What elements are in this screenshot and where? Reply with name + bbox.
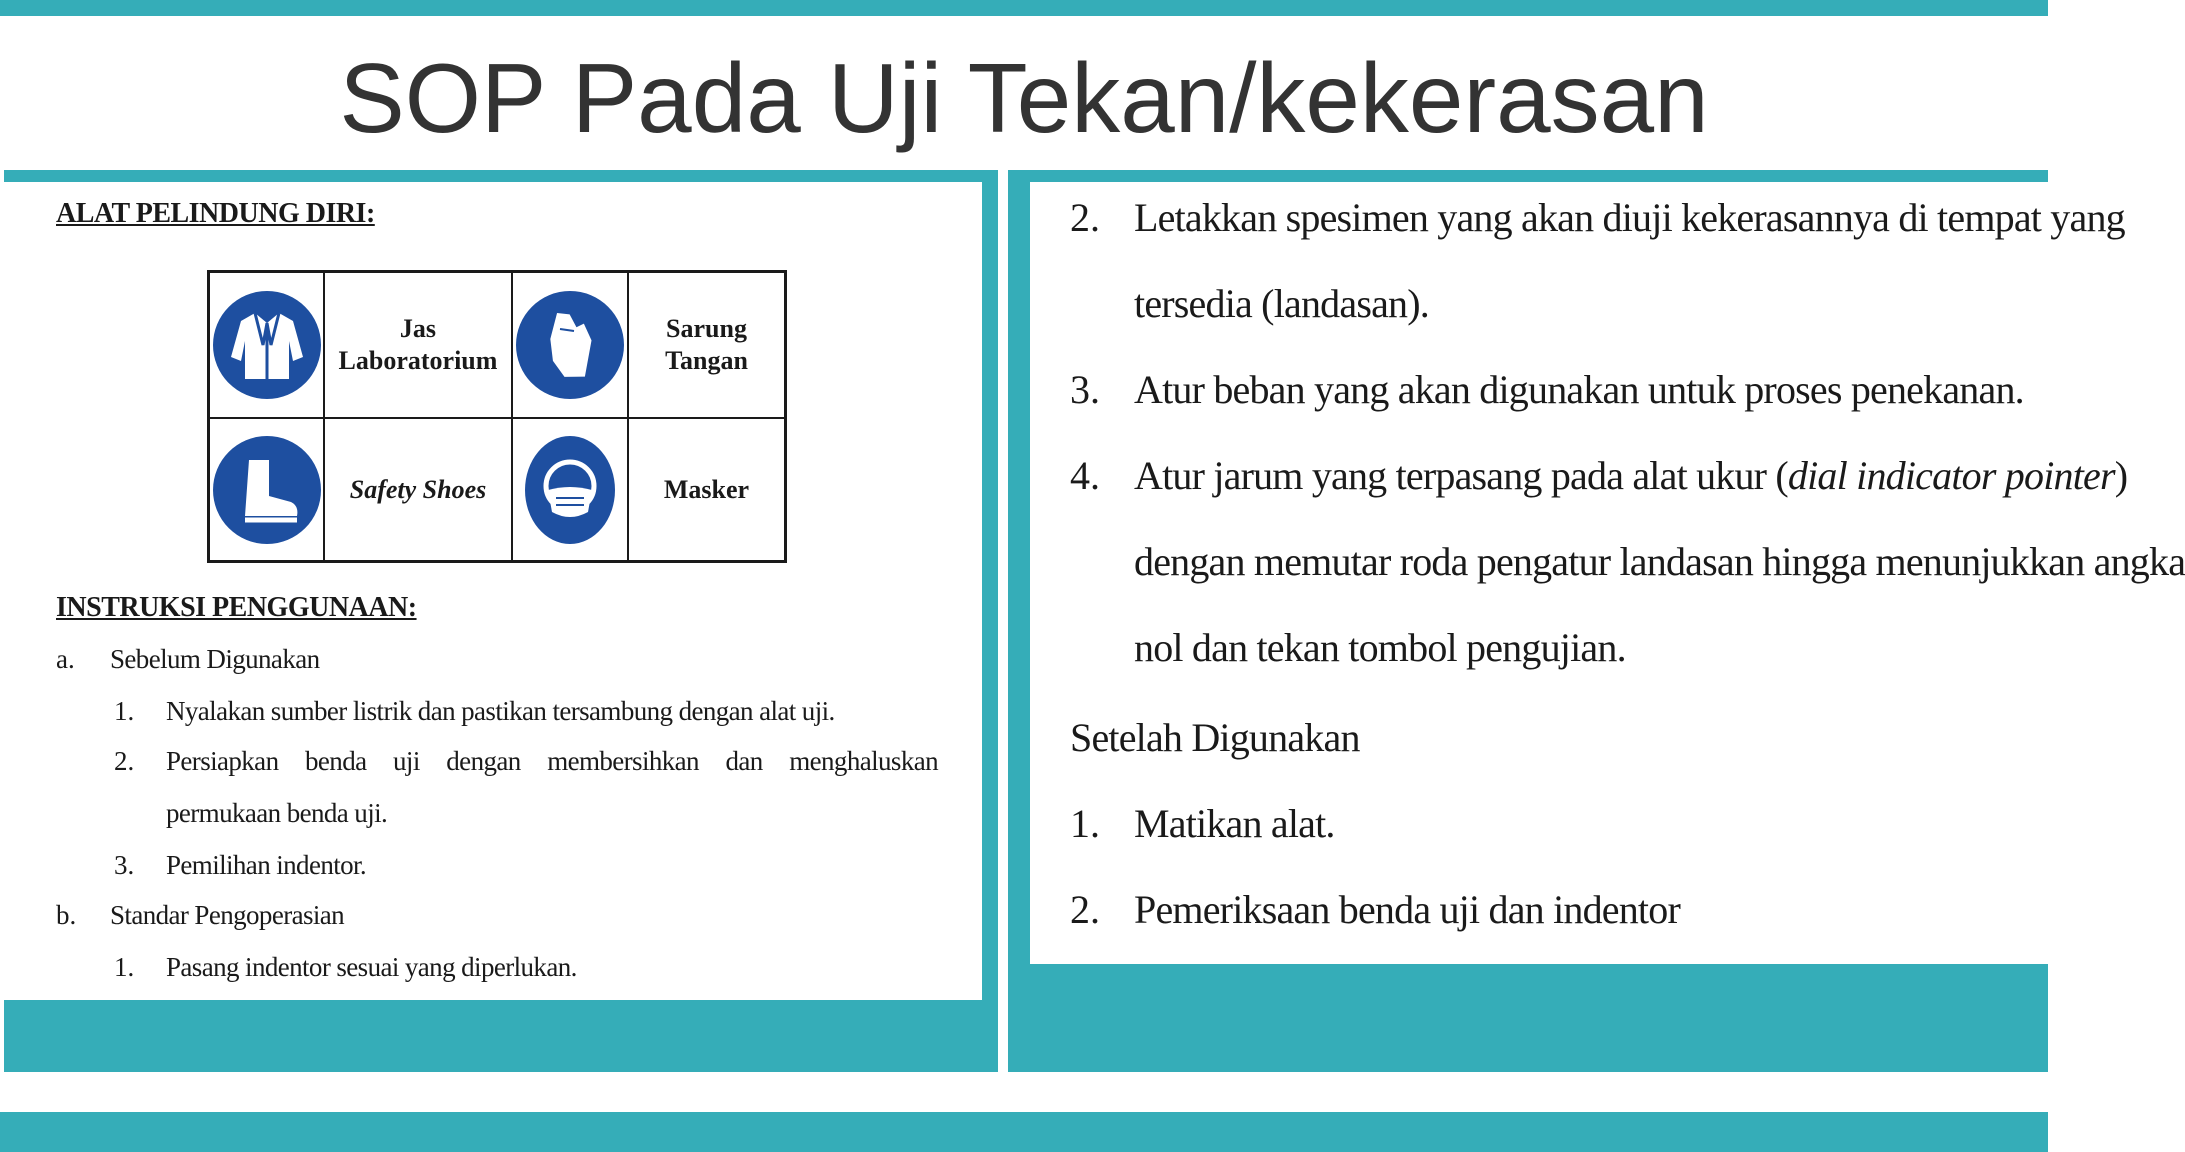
gloves-icon (516, 291, 624, 399)
after-item-2-text: Pemeriksaan benda uji dan indentor (1134, 887, 1680, 932)
safety-boot-icon (213, 436, 321, 544)
right-item-4-number: 4. (1070, 453, 1100, 498)
ppe-label-lab-coat: Jas Laboratorium (325, 273, 513, 419)
right-item-2-text-line2: tersedia (landasan). (1134, 281, 1429, 326)
b-item-1-number: 1. (114, 952, 135, 982)
a-item-1-number: 1. (114, 696, 135, 726)
b-item-1-text: Pasang indentor sesuai yang diperlukan. (166, 952, 577, 982)
a-item-3-number: 3. (114, 850, 135, 880)
ppe-cell-lab-coat (210, 273, 325, 419)
right-item-4-text-line2: dengan memutar roda pengatur landasan hingga menunjukkan angka (1134, 539, 2185, 584)
slide-title: SOP Pada Uji Tekan/kekerasan (339, 43, 1709, 153)
right-item-4-text-line1: Atur jarum yang terpasang pada alat ukur (dial indicator pointer) (1134, 453, 2128, 498)
section-a-title: Sebelum Digunakan (110, 644, 320, 674)
section-a-marker: a. (56, 644, 75, 674)
bottom-accent-bar (0, 1112, 2048, 1152)
ppe-cell-gloves (513, 273, 629, 419)
section-b-title: Standar Pengoperasian (110, 900, 345, 930)
right-document-image (1030, 182, 2185, 964)
after-use-heading: Setelah Digunakan (1070, 715, 1360, 760)
right-item-3-number: 3. (1070, 367, 1100, 412)
a-item-2-number: 2. (114, 746, 135, 776)
right-item-4-text-line3: nol dan tekan tombol pengujian. (1134, 625, 1626, 670)
after-item-1-text: Matikan alat. (1134, 801, 1335, 846)
right-item-3-text: Atur beban yang akan digunakan untuk proses penekanan. (1134, 367, 2024, 412)
ppe-label-gloves: Sarung Tangan (629, 273, 784, 419)
instructions-heading: INSTRUKSI PENGGUNAAN: (56, 592, 417, 623)
right-item-2-number: 2. (1070, 195, 1100, 240)
ppe-table (207, 270, 787, 563)
ppe-cell-safety-shoes (210, 419, 325, 560)
lab-coat-icon (213, 291, 321, 399)
ppe-cell-mask (513, 419, 629, 560)
top-accent-bar (0, 0, 2048, 16)
after-item-1-number: 1. (1070, 801, 1100, 846)
a-item-3-text: Pemilihan indentor. (166, 850, 367, 880)
ppe-label-safety-shoes: Safety Shoes (325, 419, 513, 560)
a-item-1-text: Nyalakan sumber listrik dan pastikan tersambung dengan alat uji. (166, 696, 835, 726)
section-b-marker: b. (56, 900, 77, 930)
ppe-label-mask: Masker (663, 474, 750, 504)
ppe-heading: ALAT PELINDUNG DIRI: (56, 198, 375, 229)
after-item-2-number: 2. (1070, 887, 1100, 932)
a-item-2-text-line1: Persiapkan benda uji dengan membersihkan dan menghaluskan (166, 746, 938, 776)
a-item-2-text-line2: permukaan benda uji. (166, 798, 388, 828)
left-document-image (4, 182, 982, 1000)
mask-icon (525, 436, 615, 544)
right-item-2-text-line1: Letakkan spesimen yang akan diuji kekerasannya di tempat yang (1134, 195, 2125, 240)
